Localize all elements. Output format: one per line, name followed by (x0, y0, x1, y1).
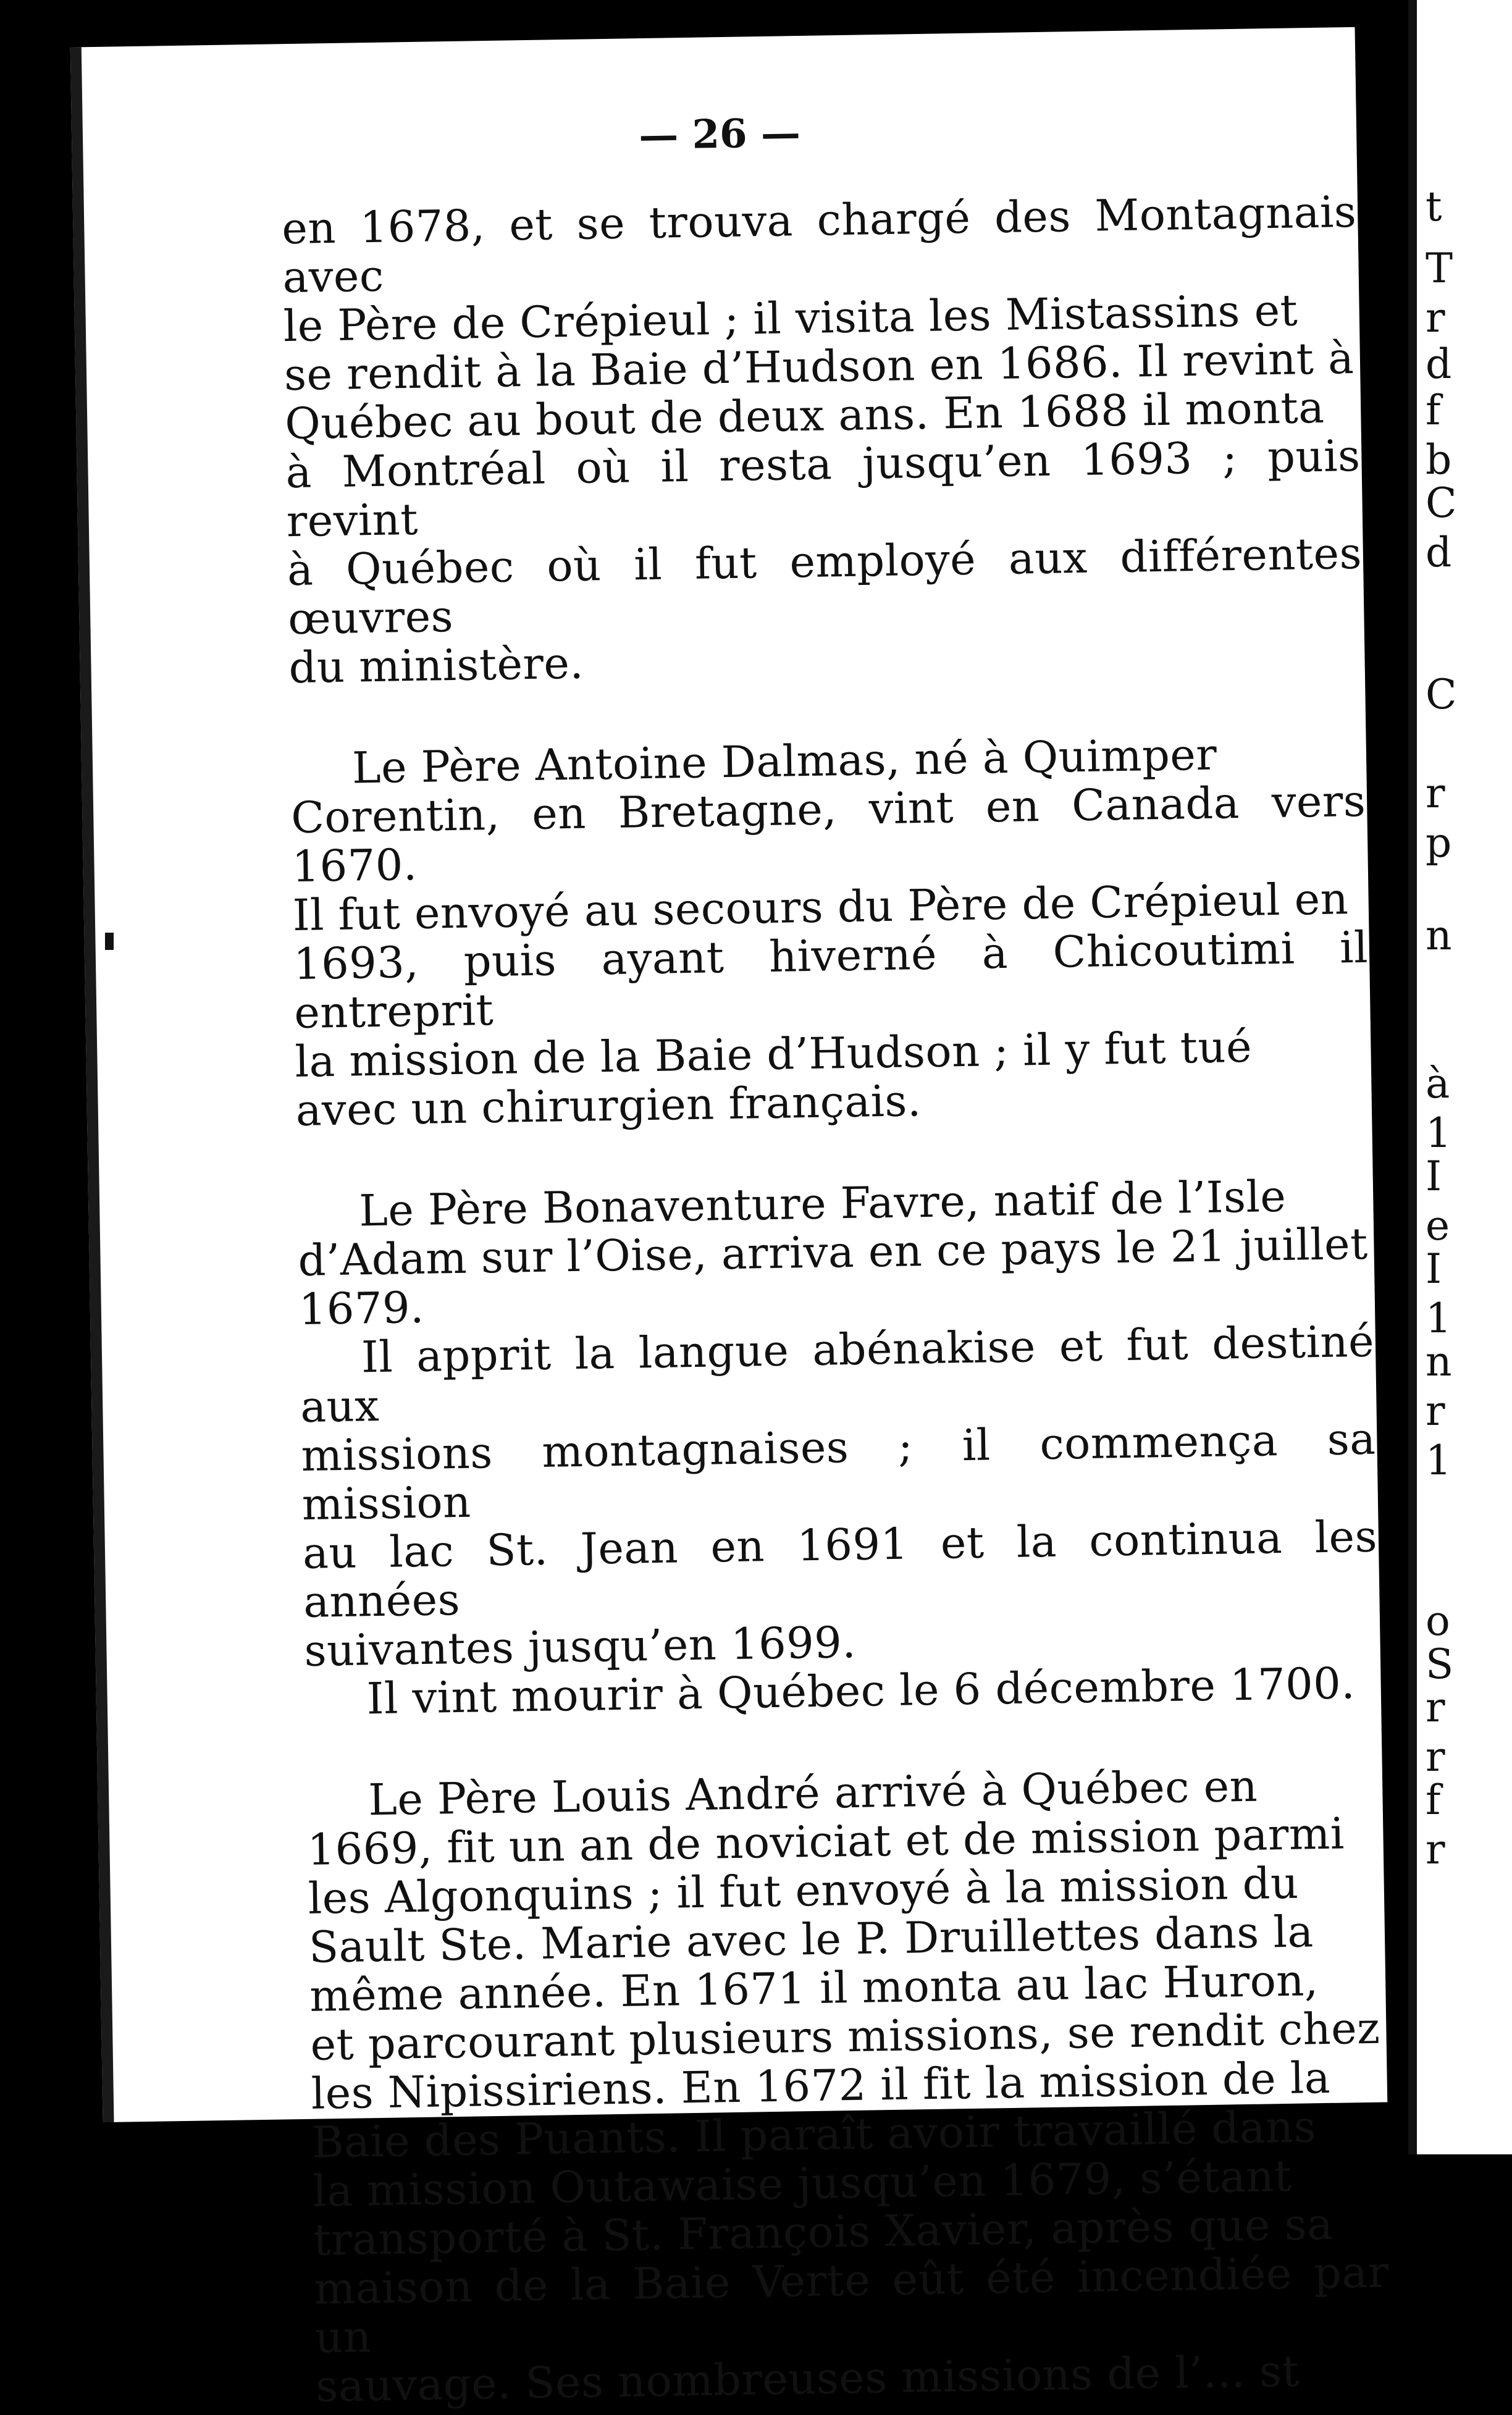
paragraph-continuation: en 1678, et se trouva chargé des Montagnais avec le Père de Crépieul ; il visita les Mistassins et se rendit à la Baie d’Hudson en 1686. Il revint à Québec au bout de deux ans. En 1688 il monta à Montréal où il resta jusqu’en 1693 ; puis revint à Québec où il fut employé aux différentes œuvres du ministère. (281, 186, 1363, 694)
adjacent-page-fragment: e (1426, 1202, 1450, 1250)
adjacent-page-fragment: f (1426, 387, 1441, 434)
adjacent-page-fragment: C (1426, 479, 1457, 527)
page-number: — 26 — (638, 109, 801, 159)
adjacent-page-fragment: 1 (1426, 1109, 1451, 1157)
adjacent-page-fragment: I (1426, 1245, 1442, 1293)
adjacent-page-fragment: b (1426, 436, 1452, 484)
adjacent-page-fragment: d (1426, 340, 1452, 388)
adjacent-page-fragment: 1 (1426, 1437, 1451, 1484)
adjacent-page-fragment: d (1426, 529, 1452, 576)
adjacent-page-fragment: n (1426, 912, 1452, 959)
adjacent-page-fragment: t (1426, 183, 1442, 230)
adjacent-page-fragment: 1 (1426, 1295, 1451, 1342)
adjacent-page-fragment: r (1426, 1684, 1445, 1731)
adjacent-page-fragment: o (1426, 1597, 1450, 1645)
paragraph-dalmas: Le Père Antoine Dalmas, né à Quimper Corentin, en Bretagne, vint en Canada vers 1670. Il fut envoyé au secours du Père de Crépieul en 1693, puis ayant hiverné à Chicoutimi il entreprit la mission de la Baie d’Hudson ; il y fut tué avec un chirurgien français. (290, 729, 1369, 1136)
adjacent-page-fragment: f (1426, 1776, 1441, 1824)
adjacent-page-fragment: p (1426, 819, 1452, 867)
adjacent-page-edge (1408, 0, 1512, 2154)
adjacent-page-fragment: r (1426, 294, 1445, 342)
paragraph-favre-death: Il vint mourir à Québec le 6 décembre 1700. (366, 1658, 1356, 1724)
book-page (70, 27, 1390, 2412)
adjacent-page-fragment: T (1426, 245, 1453, 292)
adjacent-page-fragment: r (1426, 1387, 1445, 1435)
paragraph-favre: Le Père Bonaventure Favre, natif de l’Isle d’Adam sur l’Oise, arriva en ce pays le 21 juillet 1679. (297, 1170, 1369, 1335)
adjacent-page-fragment: S (1426, 1640, 1454, 1688)
margin-mark (105, 933, 114, 950)
paragraph-favre-language: Il apprit la langue abénakise et fut destiné aux missions montagnaises ; il commença sa mission au lac St. Jean en 1691 et la continua les années suivantes jusqu’en 1699. (300, 1316, 1378, 1676)
adjacent-page-fragment: C (1426, 671, 1457, 718)
adjacent-page-fragment: I (1426, 1153, 1442, 1200)
page-text (282, 188, 1391, 2411)
adjacent-page-fragment: r (1426, 1826, 1445, 1873)
adjacent-page-fragment: n (1426, 1338, 1452, 1385)
adjacent-page-fragment: r (1426, 770, 1445, 817)
paragraph-andre: Le Père Louis André arrivé à Québec en 1669, fit un an de noviciat et de mission parmi les Algonquins ; il fut envoyé à la mission du Sault Ste. Marie avec le P. Druillettes dans la même année. En 1671 il monta au lac Huron, et parcourant plusieurs missions, se rendit chez les Nipissiriens. En 1672 il fit la mission de la Baie des Puants. Il paraît avoir travaillé dans la mission Outawaise jusqu’en 1679, s’étant transporté à St. François Xavier, après que sa maison de la Baie Verte eût été incendiée par un sauvage. Ses nombreuses missions de l’... st (306, 1760, 1390, 2412)
adjacent-page-fragment: à (1426, 1060, 1450, 1107)
adjacent-page-fragment: r (1426, 1733, 1445, 1781)
